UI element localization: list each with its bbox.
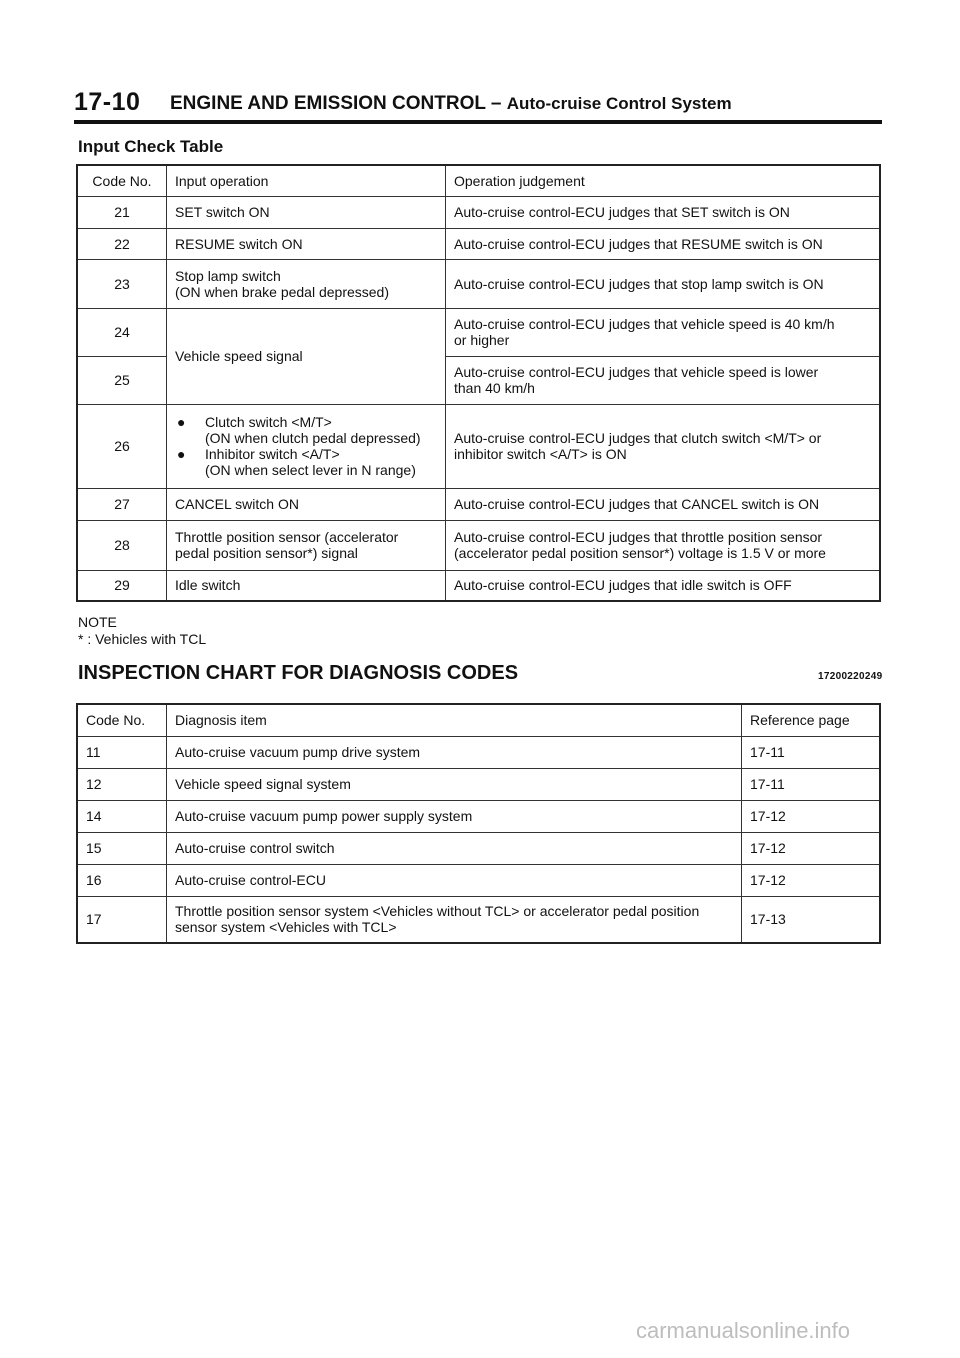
table-row xyxy=(77,520,880,570)
table-row xyxy=(77,488,880,520)
diagnosis-item-cell: Auto-cruise control-ECU xyxy=(167,864,742,896)
code-cell: 26 xyxy=(77,404,167,488)
operation-line: (ON when select lever in N range) xyxy=(205,462,416,478)
code-cell: 27 xyxy=(77,488,167,520)
table-row xyxy=(77,896,880,943)
judgement-line: than 40 km/h xyxy=(454,380,535,396)
note-label: NOTE xyxy=(78,614,117,630)
table-row xyxy=(77,800,880,832)
diagnosis-item-line: sensor system <Vehicles with TCL> xyxy=(175,919,397,936)
col-header-reference-page: Reference page xyxy=(742,704,881,736)
reference-page-cell: 17-11 xyxy=(742,768,881,800)
input-operation-cell: Vehicle speed signal xyxy=(167,308,446,404)
title-dash: – xyxy=(490,93,502,114)
table-row xyxy=(77,404,880,488)
page-header xyxy=(74,88,882,124)
judgement-line: (accelerator pedal position sensor*) voltage is 1.5 V or more xyxy=(454,545,826,561)
diagnosis-item-cell: Auto-cruise control switch xyxy=(167,832,742,864)
judgement-cell: Auto-cruise control-ECU judges that SET switch is ON xyxy=(446,196,881,228)
reference-page-cell: 17-13 xyxy=(742,896,881,943)
section-name: ENGINE AND EMISSION CONTROL xyxy=(170,93,486,114)
code-cell: 22 xyxy=(77,228,167,259)
input-operation-cell xyxy=(167,259,446,308)
diagnosis-item-cell: Auto-cruise vacuum pump power supply system xyxy=(167,800,742,832)
code-cell: 23 xyxy=(77,259,167,308)
note-text: * : Vehicles with TCL xyxy=(78,631,207,647)
judgement-cell: Auto-cruise control-ECU judges that CANCEL switch is ON xyxy=(446,488,881,520)
table-row xyxy=(77,832,880,864)
code-cell: 16 xyxy=(77,864,167,896)
code-cell: 12 xyxy=(77,768,167,800)
page-number: 17-10 xyxy=(74,88,141,116)
judgement-cell: Auto-cruise control-ECU judges that RESUME switch is ON xyxy=(446,228,881,259)
diagnosis-item-cell xyxy=(167,896,742,943)
judgement-cell: Auto-cruise control-ECU judges that stop lamp switch is ON xyxy=(446,259,881,308)
input-operation-cell xyxy=(167,520,446,570)
operation-line: (ON when brake pedal depressed) xyxy=(175,283,390,300)
operation-line: pedal position sensor*) signal xyxy=(175,545,358,561)
diagnosis-item-cell: Vehicle speed signal system xyxy=(167,768,742,800)
judgement-cell: Auto-cruise control-ECU judges that idle switch is OFF xyxy=(446,570,881,601)
table-row xyxy=(77,570,880,601)
operation-text: Inhibitor switch <A/T> xyxy=(205,446,340,462)
code-cell: 21 xyxy=(77,196,167,228)
table-row xyxy=(77,768,880,800)
judgement-cell xyxy=(446,308,881,356)
bullet-icon: ● xyxy=(177,446,186,462)
code-cell: 28 xyxy=(77,520,167,570)
col-header-input-operation: Input operation xyxy=(167,165,446,196)
document-code: 17200220249 xyxy=(818,671,883,682)
subsection-name: Auto-cruise Control System xyxy=(506,94,732,113)
input-check-title: Input Check Table xyxy=(78,137,224,156)
judgement-line: Auto-cruise control-ECU judges that vehicle speed is lower xyxy=(454,364,819,380)
input-operation-cell: CANCEL switch ON xyxy=(167,488,446,520)
reference-page-cell: 17-11 xyxy=(742,736,881,768)
table-header-row xyxy=(77,165,880,196)
operation-line xyxy=(175,446,437,462)
operation-line xyxy=(175,414,437,430)
operation-text: Clutch switch <M/T> xyxy=(205,414,332,430)
input-operation-cell: RESUME switch ON xyxy=(167,228,446,259)
table-header-row xyxy=(77,704,880,736)
code-cell: 11 xyxy=(77,736,167,768)
reference-page-cell: 17-12 xyxy=(742,800,881,832)
code-cell: 29 xyxy=(77,570,167,601)
col-header-code: Code No. xyxy=(77,704,167,736)
input-check-table xyxy=(76,164,881,602)
reference-page-cell: 17-12 xyxy=(742,832,881,864)
diagnosis-item-cell: Auto-cruise vacuum pump drive system xyxy=(167,736,742,768)
input-operation-cell xyxy=(167,404,446,488)
col-header-diagnosis-item: Diagnosis item xyxy=(167,704,742,736)
section-title xyxy=(170,93,732,115)
code-cell: 25 xyxy=(77,356,167,404)
watermark: carmanualsonline.info xyxy=(636,1318,851,1343)
judgement-line: Auto-cruise control-ECU judges that clutch switch <M/T> or xyxy=(454,430,822,446)
code-cell: 15 xyxy=(77,832,167,864)
judgement-line: Auto-cruise control-ECU judges that vehicle speed is 40 km/h xyxy=(454,316,835,332)
input-operation-cell: Idle switch xyxy=(167,570,446,601)
operation-line: Throttle position sensor (accelerator xyxy=(175,529,399,545)
diagnosis-item-line: Throttle position sensor system <Vehicles without TCL> or accelerator pedal position xyxy=(175,903,700,920)
operation-line: (ON when clutch pedal depressed) xyxy=(205,430,421,446)
input-operation-cell: SET switch ON xyxy=(167,196,446,228)
code-cell: 17 xyxy=(77,896,167,943)
table-note xyxy=(78,614,206,648)
table-row xyxy=(77,228,880,259)
table-row xyxy=(77,259,880,308)
code-cell: 24 xyxy=(77,308,167,356)
col-header-code: Code No. xyxy=(77,165,167,196)
judgement-line: or higher xyxy=(454,332,510,348)
inspection-chart-title: INSPECTION CHART FOR DIAGNOSIS CODES xyxy=(78,662,519,684)
table-row xyxy=(77,736,880,768)
judgement-cell xyxy=(446,356,881,404)
operation-line: Stop lamp switch xyxy=(175,267,281,284)
table-row xyxy=(77,308,880,356)
reference-page-cell: 17-12 xyxy=(742,864,881,896)
bullet-icon: ● xyxy=(177,414,186,430)
code-cell: 14 xyxy=(77,800,167,832)
diagnosis-codes-table xyxy=(76,703,881,944)
judgement-cell xyxy=(446,520,881,570)
judgement-line: inhibitor switch <A/T> is ON xyxy=(454,446,627,462)
judgement-cell xyxy=(446,404,881,488)
judgement-line: Auto-cruise control-ECU judges that throttle position sensor xyxy=(454,529,823,545)
table-row xyxy=(77,196,880,228)
table-row xyxy=(77,864,880,896)
col-header-operation-judgement: Operation judgement xyxy=(446,165,881,196)
